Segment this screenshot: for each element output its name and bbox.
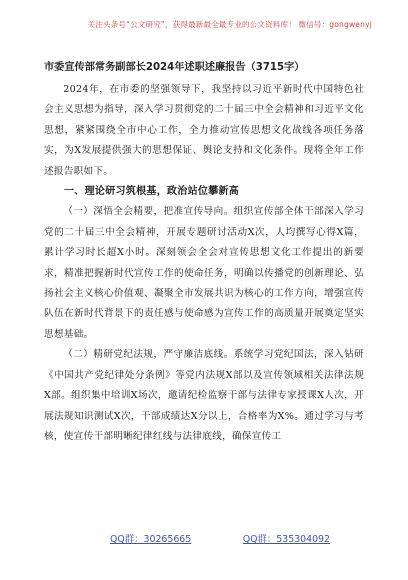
intro-paragraph: 2024年，在市委的坚强领导下，我坚持以习近平新时代中国特色社会主义思想为指导，深入学习贯彻党的二十届三中全会精神和习近平文化思想，紧紧围绕全市中心工作，全力推动宣传思想文化战线各项任务落实，为X发展提供强大的思想保证、舆论支持和文化条件。现将全年工作述报告职如下。	[44, 84, 364, 177]
top-banner	[0, 0, 408, 48]
body-paragraph-1: （一）深悟全会精要，把准宣传导向。组织宣传部全体干部深入学习党的二十届三中全会精神，开展专题研讨活动X次，人均撰写心得X篇，累计学习时长超X小时。深刻领会全会对宣传思想文化工作提出的新要求，精准把握新时代宣传工作的使命任务，明确以传播党的创新理论、弘扬社会主义核心价值观、凝聚全市发展共识为核心的工作方向，增强宣传队伍在新时代背景下的责任感与使命感为宣传工作的高质量开展奠定坚实思想基础。	[44, 206, 364, 340]
qq-group-link-2[interactable]: QQ群：535304092	[242, 534, 330, 545]
qq-group-link-1[interactable]: QQ群：30265665	[110, 534, 192, 545]
body-paragraph-2: （二）精研党纪法规，严守廉洁底线。系统学习党纪国法，深入钻研《中国共产党纪律处分条例》等党内法规X部以及宣传领域相关法律法规X部。组织集中培训X场次，邀请纪检监察干部与法律专家授课X人次，开展法规知识测试X次，干部成绩达X分以上，合格率为X%。通过学习与考核，使宣传干部明晰纪律红线与法律底线，确保宣传工	[44, 349, 364, 442]
document-body	[44, 80, 364, 447]
footer-contact-bar	[110, 529, 330, 547]
banner-text: 关注头条号“公文研究”，获得最新最全最专业的公文资料库！ 微信号：gongwenyj	[87, 19, 372, 29]
section-heading: 一、理论研习筑根基，政治站位攀新高	[64, 186, 240, 198]
document-title: 市委宣传部常务副部长2024年述职述廉报告（3715字）	[44, 62, 305, 73]
